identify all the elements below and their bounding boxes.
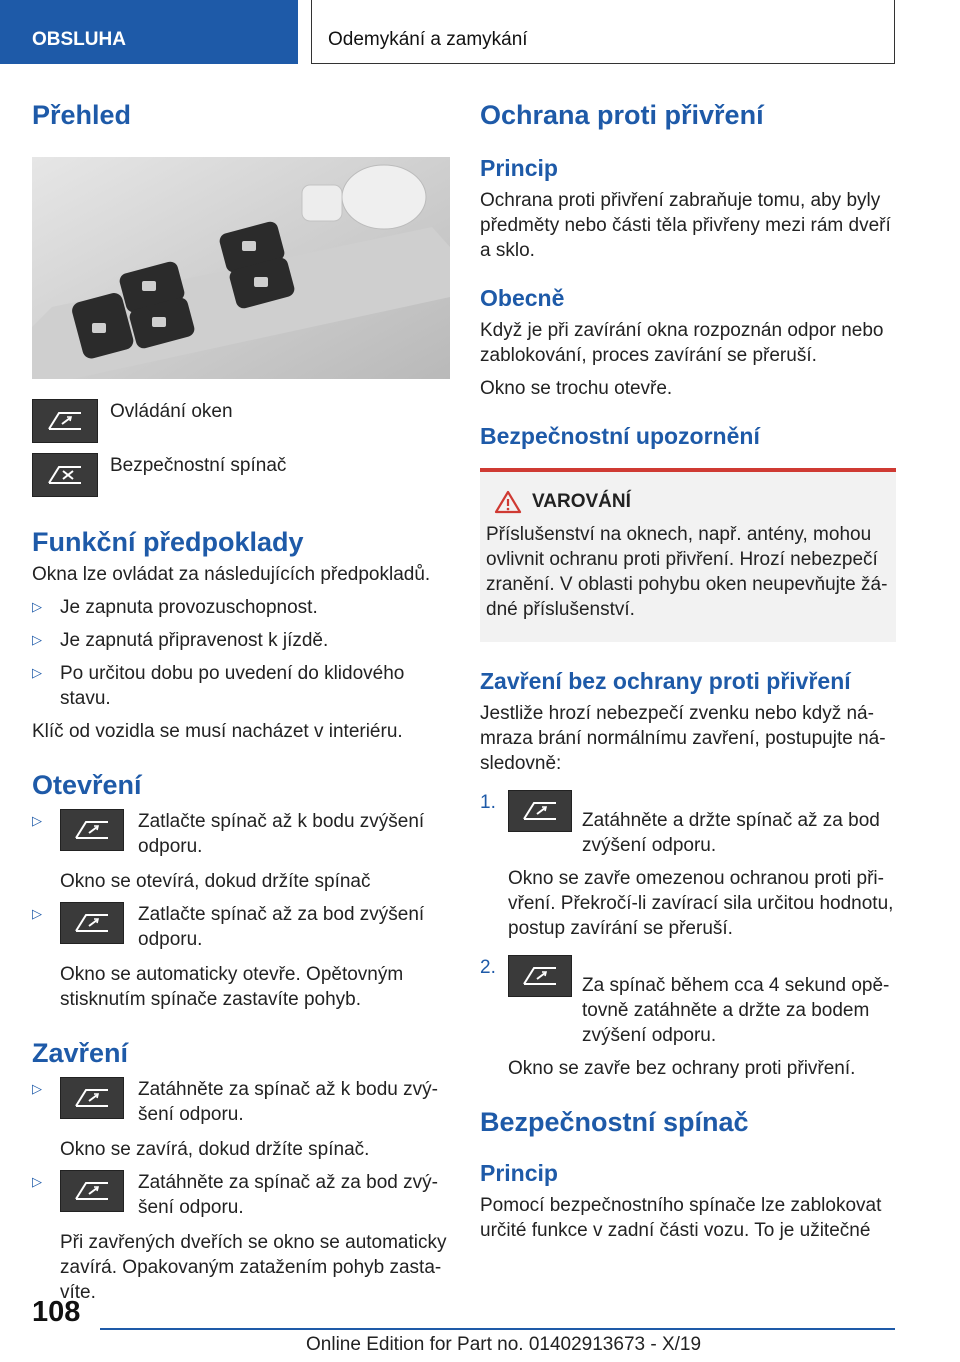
switch-principle-heading: Princip [480,1160,558,1186]
prereq-heading: Funkční předpoklady [32,527,304,557]
close-step-text: Zatáhněte za spínač až k bodu zvýšení odporu. [138,1079,438,1125]
triangle-bullet-icon: ▷ [32,906,42,921]
triangle-bullet-icon: ▷ [32,665,42,680]
warning-title-text: VAROVÁNÍ [532,491,631,512]
window-switch-icon [32,399,98,443]
overview-heading: Přehled [32,100,132,130]
prereq-item-text: Je zapnutá připravenost k jízdě. [60,630,329,651]
triangle-bullet-icon: ▷ [32,1081,42,1096]
window-switch-icon [508,790,572,832]
open-step [32,809,450,859]
safety-switch-icon [32,453,98,497]
general-heading: Obecně [480,285,565,311]
prereq-item [32,628,450,653]
warning-triangle-icon [494,490,522,514]
no-anti-trap-heading: Zavření bez ochrany proti přivření [480,668,851,694]
safety-heading: Bezpečnostní upozornění [480,423,760,449]
warning-text: Příslušenství na oknech, např. antény, mohou ovlivnit ochranu proti přivření. Hrozí nebezpečí zranění. V oblasti pohybu oken neupevňujte žádné příslušenství. [486,524,888,620]
close-step-note: Při zavřených dveřích se okno se automaticky zavírá. Opakovaným zatažením pohyb zastavíte. [60,1232,447,1303]
triangle-bullet-icon: ▷ [32,813,42,828]
prereq-note: Klíč od vozidla se musí nacházet v interiéru. [32,721,403,742]
close-step-note: Okno se zavírá, dokud držíte spínač. [60,1139,370,1160]
no-anti-trap-intro: Jestliže hrozí nebezpečí zvenku nebo když námraza brání normálnímu zavření, postupujte následovně: [480,703,886,774]
prereq-item-text: Po určitou dobu po uvedení do klidového stavu. [60,663,405,709]
section-tab[interactable]: OBSLUHA [0,0,298,64]
window-switch-icon [508,955,572,997]
general-text: Okno se trochu otevře. [480,378,673,399]
prereq-intro: Okna lze ovládat za následujících předpokladů. [32,564,431,585]
open-step [32,902,450,952]
window-switch-icon [60,1170,124,1212]
prereq-item-text: Je zapnuta provozuschopnost. [60,597,318,618]
open-heading: Otevření [32,770,142,800]
legend-label: Ovládání oken [110,401,233,422]
open-step-note: Okno se automaticky otevře. Opětovným stisknutím spínače zastavíte pohyb. [60,964,404,1010]
chapter-title: Odemykání a zamykání [311,0,895,64]
footer-divider [100,1328,895,1330]
close-step [32,1170,450,1220]
close-step [32,1077,450,1127]
prereq-item [32,595,450,620]
close-heading: Zavření [32,1038,129,1068]
page-number: 108 [32,1296,81,1328]
step-text: Za spínač během cca 4 sekund opětovně zatáhněte a držte za bodem zvýšení odporu. [582,975,890,1046]
step-note: Okno se zavře omezenou ochranou proti přivření. Překročí-li zavírací sila určitou hodnotu, postup zavírání se přeruší. [508,868,894,939]
switch-text: Pomocí bezpečnostního spínače lze zablokovat určité funkce v zadní části vozu. To je užitečné [480,1195,882,1241]
open-step-note: Okno se otevírá, dokud držíte spínač [60,871,371,892]
legend-label: Bezpečnostní spínač [110,455,287,476]
right-column [480,100,896,1243]
left-column [32,100,450,1305]
window-switch-icon [60,902,124,944]
legend-window-switch [32,399,450,443]
principle-heading: Princip [480,155,558,181]
general-text: Když je při zavírání okna rozpoznán odpor nebo zablokování, proces zavírání se přeruší. [480,320,884,366]
anti-trap-heading: Ochrana proti přivření [480,100,764,130]
step-item [480,955,896,1081]
step-number: 2. [480,957,496,978]
open-step-text: Zatlačte spínač až k bodu zvýšení odporu. [138,811,425,857]
triangle-bullet-icon: ▷ [32,599,42,614]
triangle-bullet-icon: ▷ [32,1174,42,1189]
safety-switch-heading: Bezpečnostní spínač [480,1107,749,1137]
close-step-text: Zatáhněte za spínač až za bod zvýšení odporu. [138,1172,438,1218]
step-item [480,790,896,941]
edition-info: Online Edition for Part no. 01402913673 - X/19 [306,1334,702,1355]
open-step-text: Zatlačte spínač až za bod zvýšení odporu. [138,904,425,950]
window-switch-icon [60,809,124,851]
window-switch-icon [60,1077,124,1119]
principle-text: Ochrana proti přivření zabraňuje tomu, aby byly předměty nebo části těla přivřeny mezi rám dveří a sklo. [480,190,891,261]
prereq-item [32,661,450,711]
step-note: Okno se zavře bez ochrany proti přivření. [508,1058,856,1079]
door-panel-photo [32,157,450,379]
step-text: Zatáhněte a držte spínač až za bod zvýšení odporu. [582,810,880,856]
triangle-bullet-icon: ▷ [32,632,42,647]
step-number: 1. [480,792,496,813]
warning-box [480,468,896,642]
legend-safety-switch [32,453,450,497]
warning-title [494,490,888,514]
